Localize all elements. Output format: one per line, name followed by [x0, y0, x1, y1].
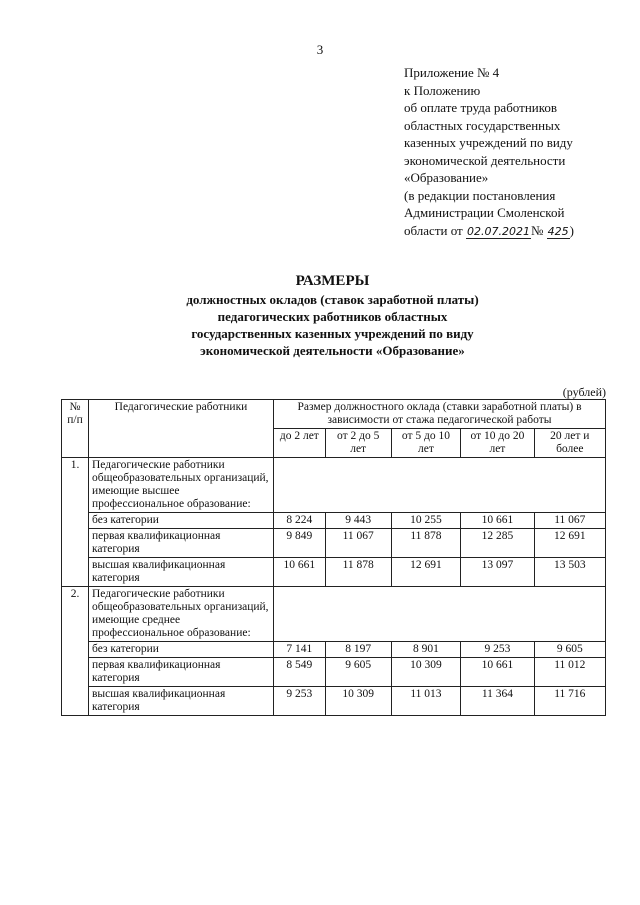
appendix-line: (в редакции постановления: [404, 187, 556, 203]
appendix-line: областных государственных: [404, 117, 561, 133]
value-cell: 12 285: [461, 529, 534, 558]
row-label: без категории: [89, 642, 274, 658]
group-index: 1.: [62, 458, 89, 587]
document-title: [60, 272, 605, 359]
group-index: 2.: [62, 587, 89, 716]
table-group-row: [62, 458, 606, 513]
empty-cell: [274, 458, 606, 513]
header-size: Размер должностного оклада (ставки заработной платы) в зависимости от стажа педагогической работы: [274, 400, 606, 429]
title-line: государственных казенных учреждений по виду: [191, 326, 474, 341]
table-row: [62, 558, 606, 587]
table-row: [62, 642, 606, 658]
appendix-line: казенных учреждений по виду: [404, 135, 573, 150]
appendix-line: Приложение № 4: [404, 65, 500, 80]
appendix-line: Администрации Смоленской: [404, 205, 565, 220]
value-cell: 9 443: [325, 513, 391, 529]
value-cell: 11 364: [461, 687, 534, 716]
table-row: [62, 529, 606, 558]
value-cell: 10 309: [391, 658, 461, 687]
value-cell: 9 849: [274, 529, 326, 558]
appendix-line: «Образование»: [404, 170, 489, 185]
value-cell: 9 605: [534, 642, 605, 658]
value-cell: 11 716: [534, 687, 605, 716]
value-cell: 7 141: [274, 642, 326, 658]
value-cell: 10 255: [391, 513, 461, 529]
value-cell: 9 253: [461, 642, 534, 658]
value-cell: 11 067: [534, 513, 605, 529]
header-range: от 2 до 5 лет: [325, 429, 391, 458]
page-number: 3: [316, 42, 324, 57]
value-cell: 10 309: [325, 687, 391, 716]
units-label: (рублей): [562, 385, 606, 399]
header-num: № п/п: [62, 400, 89, 458]
group-title: Педагогические работники общеобразовательных организаций, имеющие высшее профессиональное образование:: [89, 458, 274, 513]
number-sign: №: [530, 222, 544, 238]
handwritten-date: 02.07.2021: [466, 224, 530, 238]
value-cell: 8 224: [274, 513, 326, 529]
header-range: до 2 лет: [274, 429, 326, 458]
table-row: [62, 658, 606, 687]
value-cell: 8 197: [325, 642, 391, 658]
title-line: должностных окладов (ставок заработной платы): [186, 292, 479, 307]
header-workers: Педагогические работники: [89, 400, 274, 458]
value-cell: 12 691: [391, 558, 461, 587]
value-cell: 10 661: [461, 513, 534, 529]
table-row: [62, 687, 606, 716]
value-cell: 8 549: [274, 658, 326, 687]
row-label: первая квалификационная категория: [89, 529, 274, 558]
table-row: [62, 513, 606, 529]
appendix-block: [404, 64, 634, 240]
appendix-line: экономической деятельности: [404, 152, 566, 168]
table-group-row: [62, 587, 606, 642]
row-label: высшая квалификационная категория: [89, 687, 274, 716]
row-label: первая квалификационная категория: [89, 658, 274, 687]
salary-table: [61, 399, 606, 716]
empty-cell: [274, 587, 606, 642]
appendix-last-suffix: ): [569, 222, 574, 238]
value-cell: 10 661: [274, 558, 326, 587]
appendix-last-prefix: области от: [404, 222, 463, 238]
title-main: РАЗМЕРЫ: [295, 273, 370, 289]
table-header-row: [62, 400, 606, 429]
value-cell: 9 253: [274, 687, 326, 716]
value-cell: 11 878: [391, 529, 461, 558]
value-cell: 11 067: [325, 529, 391, 558]
title-line: экономической деятельности «Образование»: [200, 343, 465, 358]
row-label: высшая квалификационная категория: [89, 558, 274, 587]
value-cell: 11 878: [325, 558, 391, 587]
value-cell: 13 097: [461, 558, 534, 587]
title-line: педагогических работников областных: [217, 309, 448, 324]
row-label: без категории: [89, 513, 274, 529]
value-cell: 11 012: [534, 658, 605, 687]
appendix-line: об оплате труда работников: [404, 100, 558, 115]
header-range: от 10 до 20 лет: [461, 429, 534, 458]
appendix-line: к Положению: [404, 82, 481, 98]
value-cell: 12 691: [534, 529, 605, 558]
value-cell: 8 901: [391, 642, 461, 658]
handwritten-number: 425: [547, 224, 569, 238]
value-cell: 9 605: [325, 658, 391, 687]
header-range: 20 лет и более: [534, 429, 605, 458]
value-cell: 11 013: [391, 687, 461, 716]
header-range: от 5 до 10 лет: [391, 429, 461, 458]
group-title: Педагогические работники общеобразовательных организаций, имеющие среднее профессиональное образование:: [89, 587, 274, 642]
appendix-last-line: [404, 222, 634, 241]
value-cell: 13 503: [534, 558, 605, 587]
value-cell: 10 661: [461, 658, 534, 687]
